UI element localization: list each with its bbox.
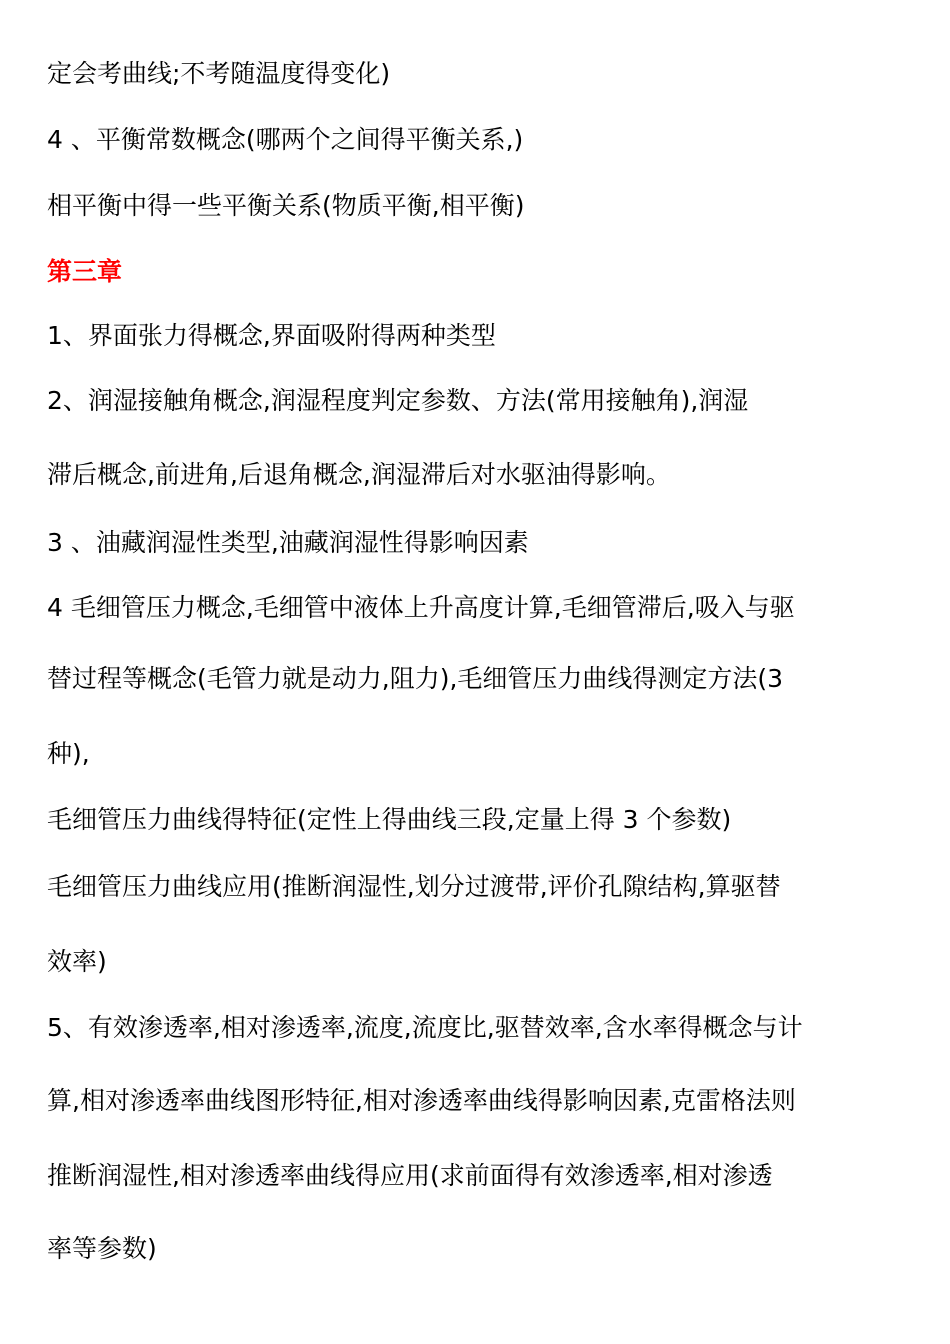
text-line-15: 5、有效渗透率,相对渗透率,流度,流度比,驱替效率,含水率得概念与计: [47, 1013, 803, 1042]
text-line-2: 4 、平衡常数概念(哪两个之间得平衡关系,): [47, 125, 524, 154]
text-line-3: 相平衡中得一些平衡关系(物质平衡,相平衡): [47, 191, 525, 220]
text-line-10: 替过程等概念(毛管力就是动力,阻力),毛细管压力曲线得测定方法(3: [47, 664, 784, 693]
text-line-5: 1、界面张力得概念,界面吸附得两种类型: [47, 321, 496, 350]
text-line-11: 种),: [47, 739, 90, 768]
text-line-7: 滞后概念,前进角,后退角概念,润湿滞后对水驱油得影响。: [47, 460, 671, 489]
text-line-6: 2、润湿接触角概念,润湿程度判定参数、方法(常用接触角),润湿: [47, 386, 749, 415]
text-line-9: 4 毛细管压力概念,毛细管中液体上升高度计算,毛细管滞后,吸入与驱: [47, 593, 795, 622]
text-line-12: 毛细管压力曲线得特征(定性上得曲线三段,定量上得 3 个参数): [47, 805, 732, 834]
text-line-17: 推断润湿性,相对渗透率曲线得应用(求前面得有效渗透率,相对渗透: [47, 1161, 773, 1190]
chapter-heading: 第三章: [47, 257, 123, 286]
text-line-8: 3 、油藏润湿性类型,油藏润湿性得影响因素: [47, 528, 529, 557]
text-line-1: 定会考曲线;不考随温度得变化): [47, 59, 391, 88]
text-line-16: 算,相对渗透率曲线图形特征,相对渗透率曲线得影响因素,克雷格法则: [47, 1086, 796, 1115]
text-line-14: 效率): [47, 947, 107, 976]
text-line-13: 毛细管压力曲线应用(推断润湿性,划分过渡带,评价孔隙结构,算驱替: [47, 872, 781, 901]
text-line-18: 率等参数): [47, 1234, 157, 1263]
